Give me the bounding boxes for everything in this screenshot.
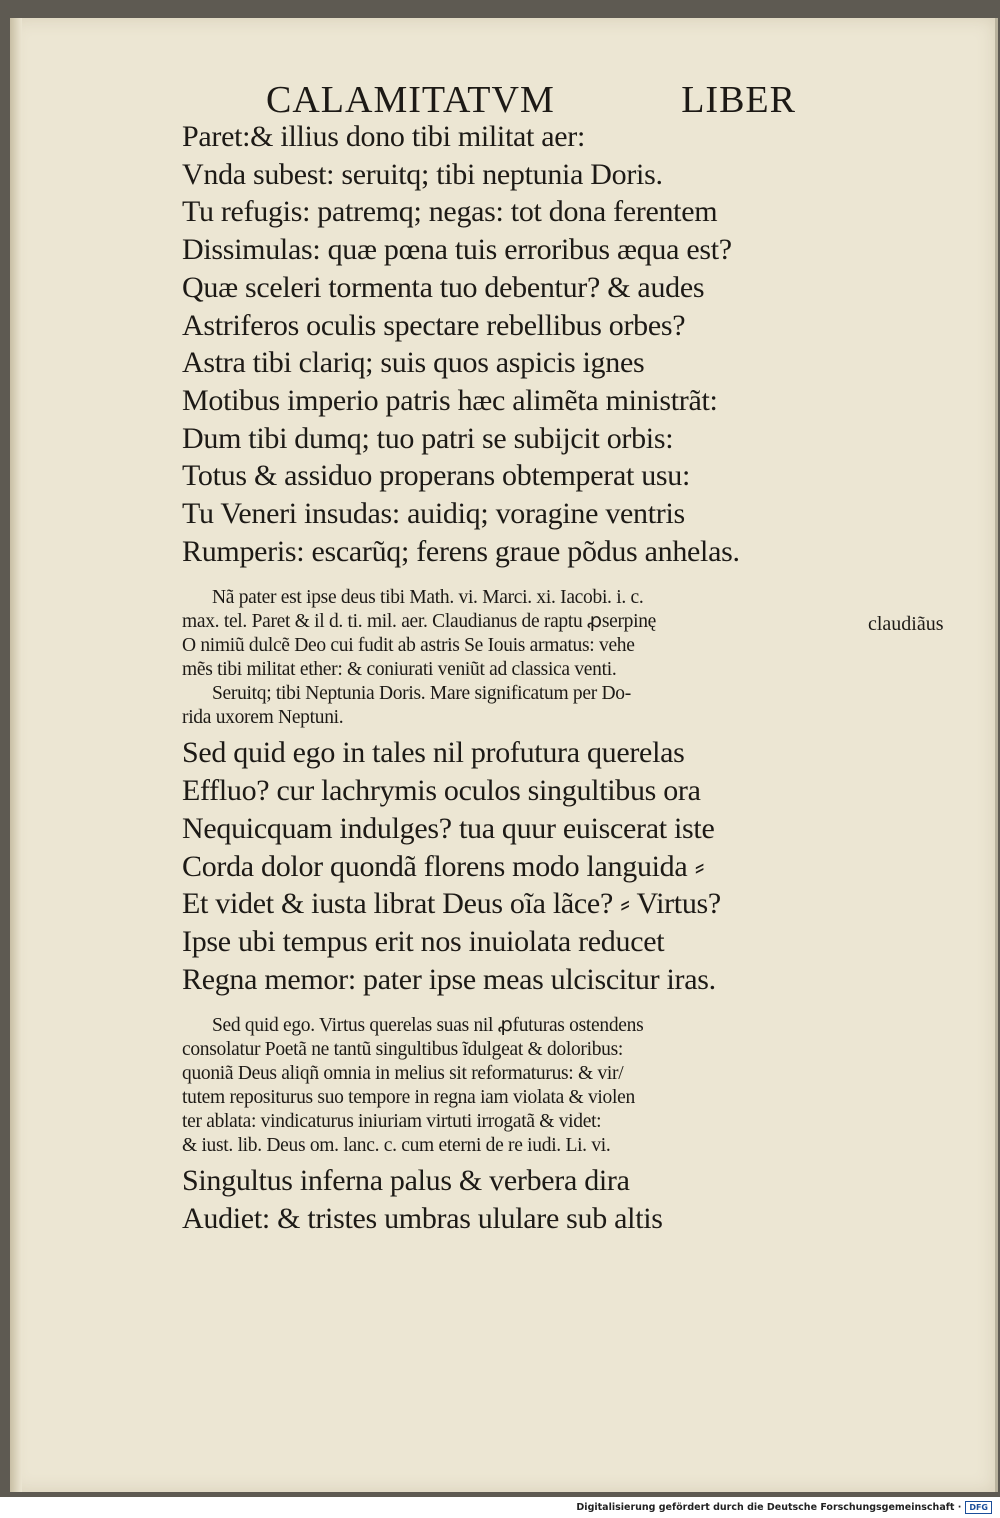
verse-line: Quæ sceleri tormenta tuo debentur? & audes <box>182 270 705 304</box>
verse-line: Paret:& illius dono tibi militat aer: <box>182 120 586 153</box>
verse-line: Totus & assiduo properans obtemperat usu: <box>182 459 691 493</box>
commentary-line: tutem repositurus suo tempore in regna iam violata & violen <box>182 1087 635 1109</box>
commentary-block-1 <box>182 586 872 730</box>
verse-line: Tu refugis: patremq; negas: tot dona ferentem <box>182 195 718 229</box>
margin-note: claudiãus <box>868 613 944 635</box>
verse-line: Dissimulas: quæ pœna tuis erroribus æqua est? <box>182 233 732 267</box>
verse-line: Ipse ubi tempus erit nos inuiolata reducet <box>182 924 665 958</box>
verse-block-1 <box>182 118 872 570</box>
commentary-line: O nimiũ dulcẽ Deo cui fudit ab astris Se Iouis armatus: vehe <box>182 635 635 657</box>
commentary-line: ter ablata: vindicaturus iniuriam virtuti irrogatã & videt: <box>182 1111 602 1133</box>
commentary-line: Nã pater est ipse deus tibi Math. vi. Marci. xi. Iacobi. i. c. <box>212 587 644 609</box>
dfg-logo: DFG <box>965 1501 992 1514</box>
commentary-line: consolatur Poetã ne tantũ singultibus ĩdulgeat & doloribus: <box>182 1039 624 1061</box>
verse-line: Nequicquam indulges? tua quur euiscerat iste <box>182 811 715 845</box>
commentary-line: max. tel. Paret & il d. ti. mil. aer. Claudianus de raptu ꝓserpinę <box>182 611 657 633</box>
verse-line: Astriferos oculis spectare rebellibus orbes? <box>182 308 686 342</box>
commentary-line: rida uxorem Neptuni. <box>182 707 344 729</box>
commentary-line: Seruitq; tibi Neptunia Doris. Mare significatum per Do- <box>212 683 631 705</box>
commentary-line: & iust. lib. Deus om. lanc. c. cum eterni de re iudi. Li. vi. <box>182 1135 611 1157</box>
credit-text: Digitalisierung gefördert durch die Deutsche Forschungsgemeinschaft · <box>576 1502 962 1513</box>
verse-line: Singultus inferna palus & verbera dira <box>182 1164 630 1198</box>
header-title-left: CALAMITATVM <box>266 79 555 121</box>
commentary-line: Sed quid ego. Virtus querelas suas nil ꝓfuturas ostendens <box>212 1015 644 1037</box>
verse-line: Dum tibi dumq; tuo patri se subijcit orbis: <box>182 421 674 455</box>
verse-line: Effluo? cur lachrymis oculos singultibus ora <box>182 774 701 808</box>
verse-line: Audiet: & tristes umbras ululare sub altis <box>182 1202 663 1236</box>
header-title-right: LIBER <box>681 79 796 121</box>
verse-line: Motibus imperio patris hæc alimẽta ministrãt: <box>182 383 718 417</box>
commentary-line: quoniã Deus aliqñ omnia in melius sit reformaturus: & vir/ <box>182 1063 624 1085</box>
verse-line: Et videt & iusta librat Deus oĩa lãce? ⸗ Virtus? <box>182 887 721 921</box>
verse-line: Tu Veneri insudas: auidiq; voragine ventris <box>182 497 685 531</box>
verse-line: Rumperis: escarũq; ferens graue põdus anhelas. <box>182 534 740 568</box>
verse-line: Astra tibi clariq; suis quos aspicis ignes <box>182 346 645 380</box>
page-gutter-shadow <box>10 18 22 1492</box>
commentary-line: mẽs tibi militat ether: & coniurati veniũt ad classica venti. <box>182 659 617 681</box>
commentary-block-2 <box>182 1014 872 1158</box>
verse-line: Corda dolor quondã florens modo languida ⸗ <box>182 849 705 883</box>
verse-line: Regna memor: pater ipse meas ulciscitur iras. <box>182 962 716 996</box>
digitization-credit <box>576 1501 992 1514</box>
verse-block-3 <box>182 1162 872 1237</box>
verse-line: Sed quid ego in tales nil profutura querelas <box>182 736 685 770</box>
verse-line: Vnda subest: seruitq; tibi neptunia Doris. <box>182 157 663 191</box>
verse-block-2 <box>182 734 872 998</box>
page-text <box>182 118 872 1238</box>
